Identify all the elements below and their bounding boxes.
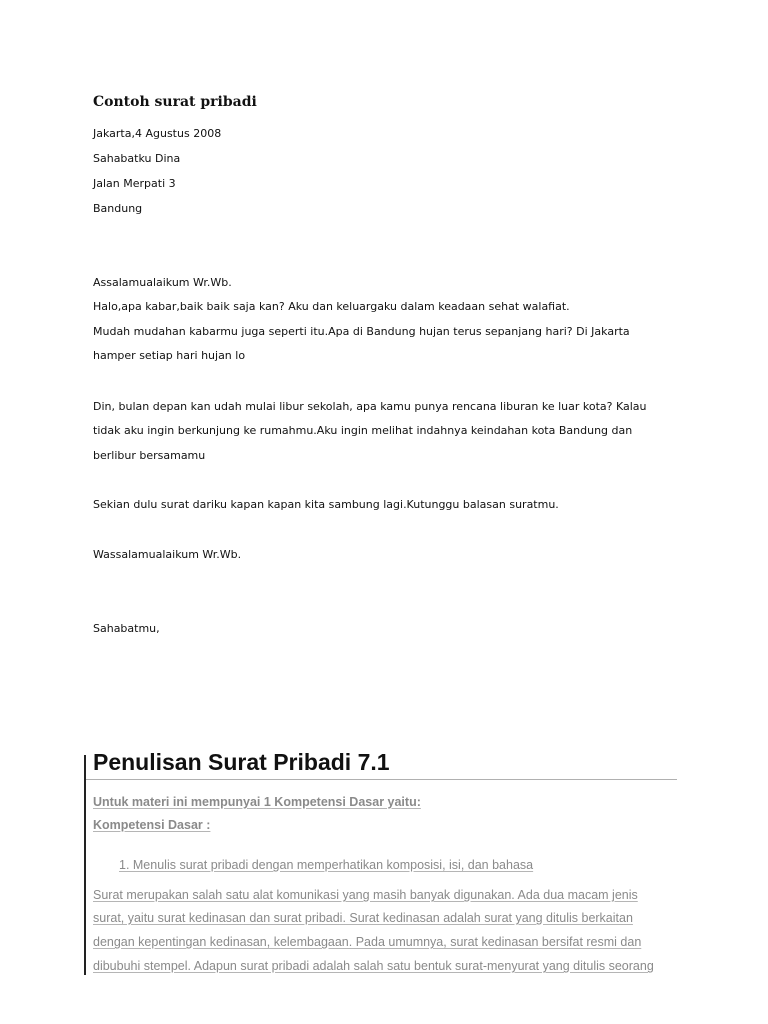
letter-date: Jakarta,4 Agustus 2008 <box>93 127 222 140</box>
article-body-line-4: dibubuhi stempel. Adapun surat pribadi adalah salah satu bentuk surat-menyurat yang ditulis seorang <box>93 959 654 973</box>
competency-list-item-1: 1. Menulis surat pribadi dengan memperhatikan komposisi, isi, dan bahasa <box>119 858 534 872</box>
letter-paragraph-1-line-3: hamper setiap hari hujan lo <box>93 349 246 362</box>
letter-paragraph-2-line-3: berlibur bersamamu <box>93 449 206 462</box>
letter-paragraph-1-line-1: Halo,apa kabar,baik baik saja kan? Aku dan keluargaku dalam keadaan sehat walafiat. <box>93 300 570 313</box>
letter-closing: Wassalamualaikum Wr.Wb. <box>93 548 242 561</box>
article-heading: Penulisan Surat Pribadi 7.1 <box>93 749 390 775</box>
letter-title: Contoh surat pribadi <box>93 94 257 110</box>
quote-left-border <box>84 755 86 975</box>
letter-greeting: Assalamualaikum Wr.Wb. <box>93 276 232 289</box>
competency-label: Kompetensi Dasar : <box>93 818 211 832</box>
letter-signoff: Sahabatmu, <box>93 622 160 635</box>
article-body-line-1: Surat merupakan salah satu alat komunikasi yang masih banyak digunakan. Ada dua macam jenis <box>93 888 638 902</box>
letter-paragraph-1-line-2: Mudah mudahan kabarmu juga seperti itu.Apa di Bandung hujan terus sepanjang hari? Di Jakarta <box>93 325 630 338</box>
article-body-line-2: surat, yaitu surat kedinasan dan surat pribadi. Surat kedinasan adalah surat yang ditulis berkaitan <box>93 911 633 925</box>
letter-paragraph-3: Sekian dulu surat dariku kapan kapan kita sambung lagi.Kutunggu balasan suratmu. <box>93 498 559 511</box>
heading-divider <box>86 779 677 780</box>
letter-paragraph-2-line-1: Din, bulan depan kan udah mulai libur sekolah, apa kamu punya rencana liburan ke luar kota? Kalau <box>93 400 647 413</box>
article-intro: Untuk materi ini mempunyai 1 Kompetensi Dasar yaitu: <box>93 795 421 809</box>
article-body-line-3: dengan kepentingan kedinasan, kelembagaan. Pada umumnya, surat kedinasan bersifat resmi dan <box>93 935 642 949</box>
letter-recipient-name: Sahabatku Dina <box>93 152 181 165</box>
letter-recipient-street: Jalan Merpati 3 <box>93 177 176 190</box>
letter-paragraph-2-line-2: tidak aku ingin berkunjung ke rumahmu.Aku ingin melihat indahnya keindahan kota Bandung dan <box>93 424 633 437</box>
letter-recipient-city: Bandung <box>93 202 143 215</box>
